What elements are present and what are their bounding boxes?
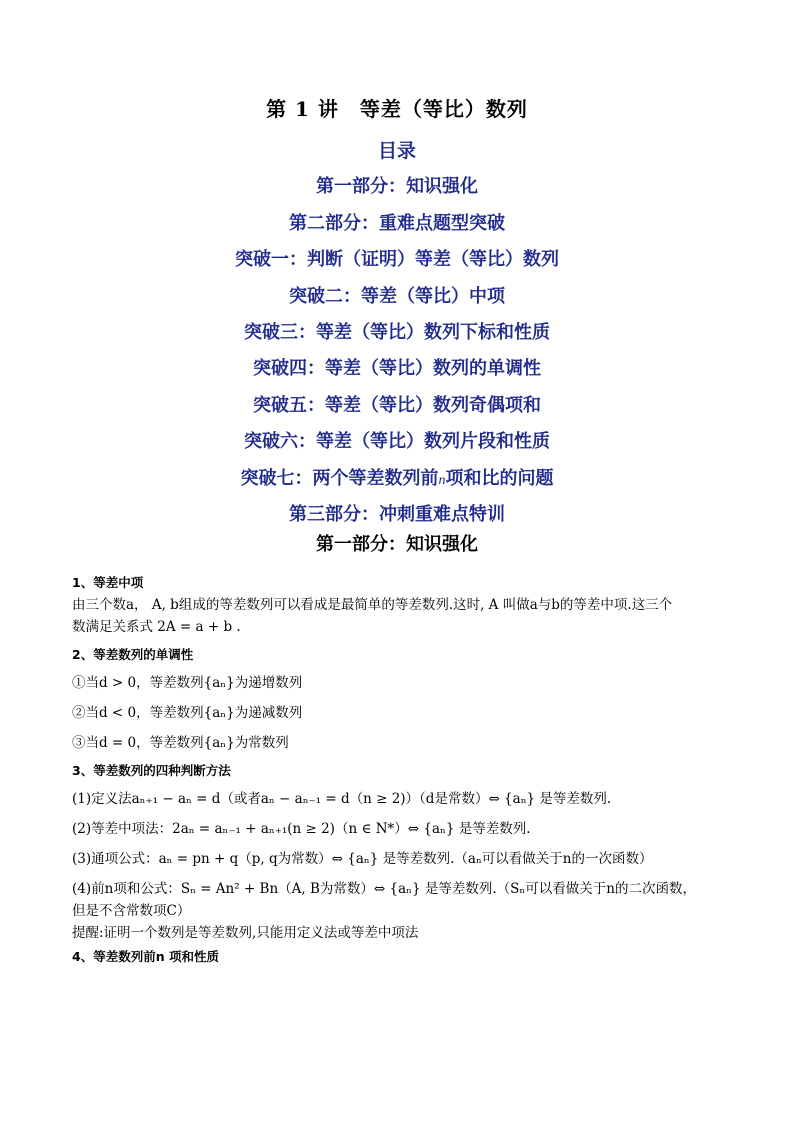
list-item: (1)定义法aₙ₊₁ − aₙ = d（或者aₙ − aₙ₋₁ = d（n ≥ 2)）（d是常数）⇔ {aₙ} 是等差数列.: [72, 791, 612, 807]
toc-item: 第一部分：知识强化: [316, 176, 478, 198]
list-item: ②当d < 0，等差数列{aₙ}为递减数列: [72, 705, 303, 721]
toc-item: 突破一：判断（证明）等差（等比）数列: [235, 249, 559, 271]
toc-item-tail: 项和比的问题: [445, 467, 554, 489]
toc-item: 突破三：等差（等比）数列下标和性质: [244, 321, 550, 343]
page-title: 第 1 讲 等差（等比）数列: [266, 97, 528, 121]
toc-item: 突破五：等差（等比）数列奇偶项和: [253, 394, 541, 416]
list-item: ①当d > 0，等差数列{aₙ}为递增数列: [72, 675, 303, 691]
list-item: (2)等差中项法：2aₙ = aₙ₋₁ + aₙ₊₁(n ≥ 2)（n ∈ N*）⇔ {aₙ} 是等差数列.: [72, 821, 531, 837]
list-item: ③当d = 0，等差数列{aₙ}为常数列: [72, 735, 289, 751]
list-item: (4)前n项和公式：Sₙ = An² + Bn（A, B为常数）⇔ {aₙ} 是等差数列.（Sₙ可以看做关于n的二次函数，: [72, 881, 696, 897]
paragraph-line: 由三个数a， A, b组成的等差数列可以看成是最简单的等差数列.这时, A 叫做a与b的等差中项.这三个: [72, 597, 673, 613]
toc-item: 突破二：等差（等比）中项: [289, 285, 505, 307]
section-heading: 1、等差中项: [72, 575, 144, 590]
toc-item-var: n: [438, 472, 446, 488]
toc-item: 突破四：等差（等比）数列的单调性: [253, 358, 541, 380]
toc-item: 第三部分：冲刺重难点特训: [289, 503, 505, 525]
toc-item-text: 突破七：两个等差数列前: [240, 467, 439, 489]
paragraph-line: 数满足关系式 2A = a + b .: [72, 619, 241, 635]
toc-heading: 目录: [377, 140, 416, 162]
section-title: 第一部分：知识强化: [316, 534, 478, 555]
section-heading: 4、等差数列前n 项和性质: [72, 949, 219, 964]
toc-item: [0, 461, 794, 497]
list-item: (3)通项公式：aₙ = pn + q（p, q为常数）⇔ {aₙ} 是等差数列.（aₙ可以看做关于n的一次函数）: [72, 851, 653, 867]
document-body: [72, 572, 727, 968]
section-heading: 2、等差数列的单调性: [72, 647, 194, 662]
list-item: 但是不含常数项C）: [72, 903, 191, 919]
table-of-contents: [0, 133, 794, 533]
toc-item: 突破六：等差（等比）数列片段和性质: [244, 431, 550, 453]
note: 提醒:证明一个数列是等差数列,只能用定义法或等差中项法: [72, 925, 419, 941]
toc-item: 第二部分：重难点题型突破: [289, 212, 505, 234]
section-heading: 3、等差数列的四种判断方法: [72, 763, 231, 778]
